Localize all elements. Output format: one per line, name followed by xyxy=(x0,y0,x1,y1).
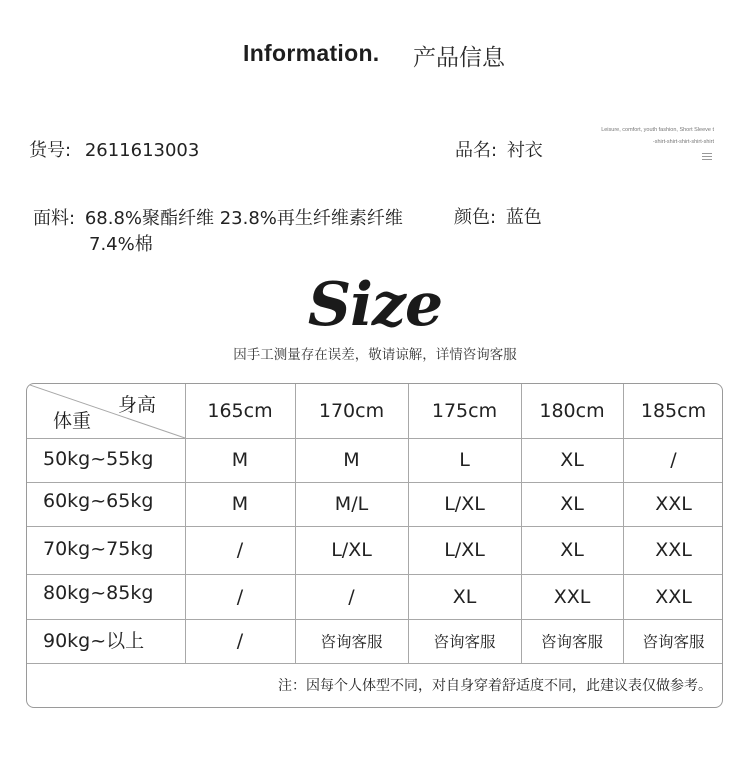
decorative-caption-line1: Leisure, comfort, youth fashion, Short Sleeve t xyxy=(601,127,714,133)
size-cell: XXL xyxy=(553,585,591,608)
fabric-label: 面料: xyxy=(33,208,76,229)
size-subtitle: 因手工测量存在误差，敬请谅解，详情咨询客服 xyxy=(233,347,517,363)
size-cell: / xyxy=(348,585,355,608)
size-table-note: 注：因每个人体型不同，对自身穿着舒适度不同，此建议表仅做参考。 xyxy=(278,678,712,694)
color-label: 颜色: xyxy=(454,207,497,228)
product-name xyxy=(455,136,543,162)
height-header: 170cm xyxy=(318,400,385,422)
list-icon xyxy=(702,153,712,162)
size-cell: L/XL xyxy=(444,539,485,561)
size-heading: Size xyxy=(307,270,443,340)
size-cell: / xyxy=(236,585,244,608)
weight-label: 90kg~以上 xyxy=(43,630,145,652)
size-cell: 咨询客服 xyxy=(320,633,383,651)
size-cell: L/XL xyxy=(444,493,485,515)
size-table xyxy=(26,383,723,708)
decorative-caption-line2: -shirt-shirt-shirt-shirt-shirt xyxy=(652,139,714,145)
height-header: 165cm xyxy=(207,400,273,422)
weight-label: 80kg~85kg xyxy=(43,582,154,604)
product-name-label: 品名: xyxy=(455,140,498,161)
weight-label: 60kg~65kg xyxy=(43,490,154,512)
corner-weight-label: 体重 xyxy=(53,410,92,432)
item-number xyxy=(29,136,199,162)
fabric-value-line2: 7.4%棉 xyxy=(89,234,153,255)
height-header: 175cm xyxy=(431,400,498,422)
size-cell: 咨询客服 xyxy=(540,633,603,651)
height-header: 185cm xyxy=(640,400,707,422)
size-cell: XXL xyxy=(655,493,692,515)
size-cell: XXL xyxy=(655,585,692,608)
size-cell: / xyxy=(236,539,244,561)
size-cell: M xyxy=(231,449,249,471)
size-cell: XL xyxy=(560,493,584,515)
height-header: 180cm xyxy=(539,400,605,422)
item-number-value: 2611613003 xyxy=(84,140,200,161)
title-english: Information. xyxy=(243,40,380,66)
decorative-caption xyxy=(601,124,714,148)
size-cell: M xyxy=(231,493,249,515)
size-cell: / xyxy=(236,630,244,652)
size-cell: XL xyxy=(560,539,584,561)
corner-diagonal xyxy=(27,384,187,439)
size-cell: XL xyxy=(452,585,477,608)
size-cell: 咨询客服 xyxy=(433,633,496,651)
size-cell: L xyxy=(459,449,470,471)
size-cell: XL xyxy=(560,449,584,471)
size-cell: / xyxy=(670,449,677,471)
color xyxy=(454,203,542,229)
weight-label: 70kg~75kg xyxy=(43,538,154,560)
fabric-value-line1: 68.8%聚酯纤维 23.8%再生纤维素纤维 xyxy=(84,208,403,229)
fabric xyxy=(33,204,403,230)
size-cell: M xyxy=(343,449,360,471)
corner-height-label: 身高 xyxy=(118,394,157,416)
size-cell: M/L xyxy=(334,493,369,515)
weight-label: 50kg~55kg xyxy=(43,448,154,470)
size-cell: L/XL xyxy=(331,539,372,561)
color-value: 蓝色 xyxy=(505,207,542,228)
title-chinese: 产品信息 xyxy=(413,45,505,71)
size-cell: 咨询客服 xyxy=(642,633,705,651)
product-name-value: 衬衣 xyxy=(506,140,543,161)
item-number-label: 货号: xyxy=(29,140,72,161)
size-cell: XXL xyxy=(655,539,692,561)
